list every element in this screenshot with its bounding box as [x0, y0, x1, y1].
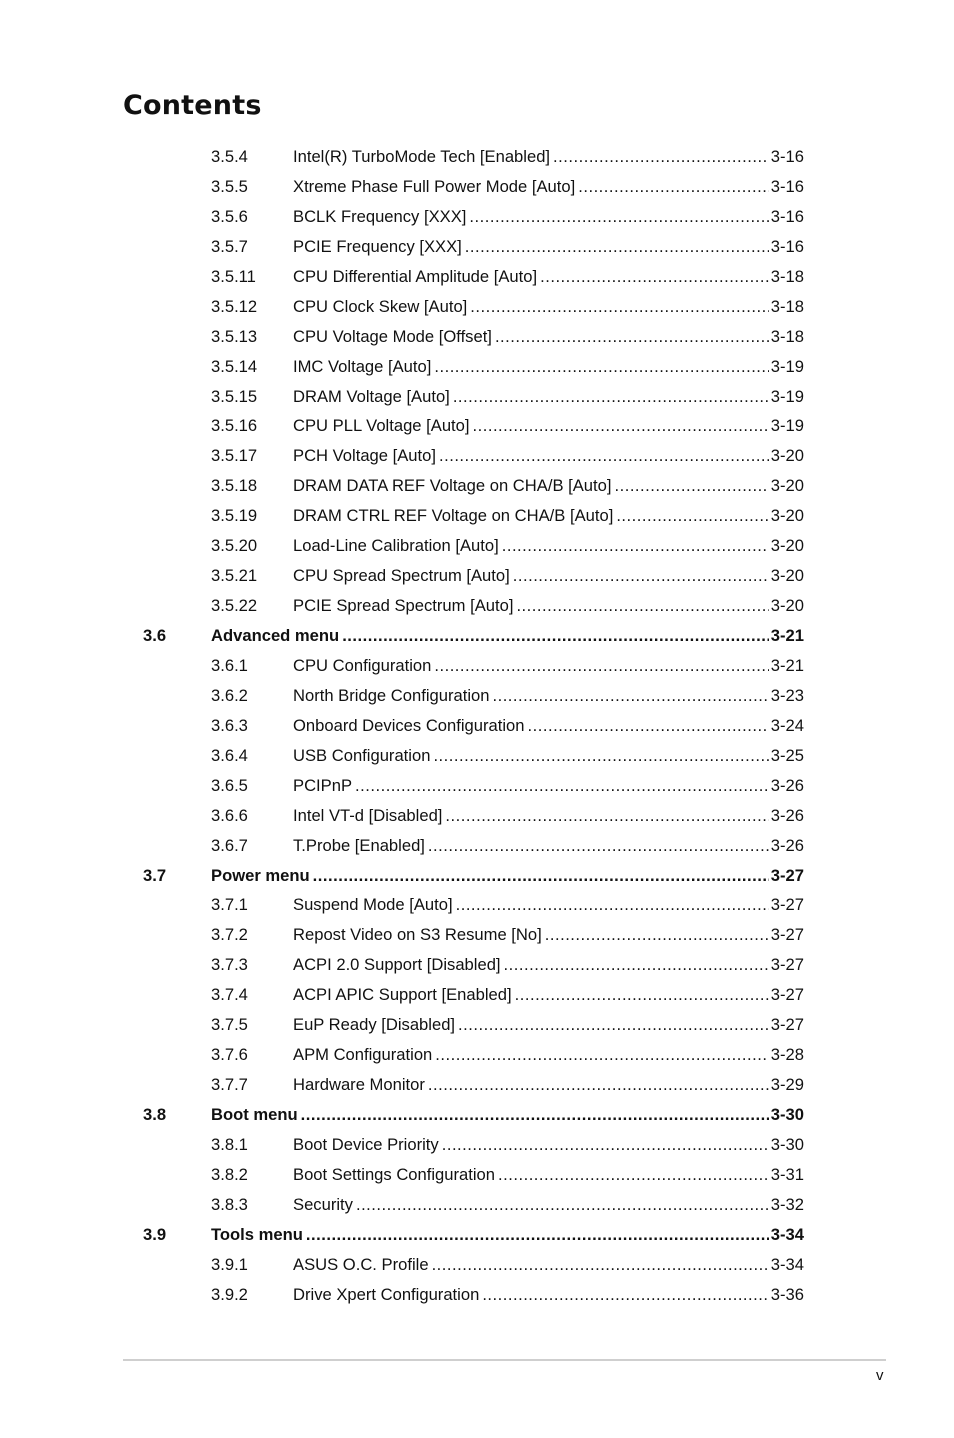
- toc-entry-line: [293, 142, 804, 172]
- toc-entry[interactable]: [0, 1130, 954, 1160]
- toc-entry-line: [293, 890, 804, 920]
- dot-leader: [428, 1070, 769, 1100]
- toc-entry-page: 3-16: [770, 206, 804, 226]
- toc-entry-number: 3.6.5: [211, 775, 248, 795]
- toc-entry-number: 3.7.1: [211, 895, 248, 915]
- toc-entry-number: 3.6: [143, 626, 167, 645]
- toc-entry[interactable]: [0, 441, 954, 471]
- toc-entry-number: 3.7.3: [211, 955, 248, 975]
- dot-leader: [342, 621, 769, 651]
- toc-entry-line: [211, 861, 804, 891]
- toc-entry-page: 3-21: [770, 626, 804, 645]
- toc-entry-line: [293, 651, 804, 681]
- dot-leader: [301, 1100, 769, 1130]
- toc-entry-number: 3.6.1: [211, 655, 248, 675]
- toc-entry-page: 3-30: [770, 1105, 804, 1124]
- toc-entry-number: 3.8.1: [211, 1134, 248, 1154]
- toc-entry-number: 3.7: [143, 865, 167, 885]
- dot-leader: [442, 1130, 769, 1160]
- toc-entry-line: [293, 382, 804, 412]
- toc-entry-number: 3.7.7: [211, 1075, 248, 1095]
- toc-entry[interactable]: [0, 741, 954, 771]
- toc-entry-title: PCIE Frequency [XXX]: [293, 236, 462, 256]
- toc-entry-line: [293, 471, 804, 501]
- dot-leader: [445, 801, 768, 831]
- toc-entry[interactable]: [0, 531, 954, 561]
- toc-entry-page: 3-32: [770, 1194, 804, 1214]
- toc-entry-number: 3.5.12: [211, 296, 258, 316]
- toc-entry[interactable]: [0, 1040, 954, 1070]
- toc-entry[interactable]: [0, 1160, 954, 1190]
- toc-entry[interactable]: [0, 920, 954, 950]
- toc-entry-page: 3-18: [770, 326, 804, 346]
- toc-entry[interactable]: [0, 172, 954, 202]
- dot-leader: [433, 741, 768, 771]
- toc-entry-line: [293, 411, 804, 441]
- toc-entry[interactable]: [0, 232, 954, 262]
- toc-entry-page: 3-18: [770, 296, 804, 316]
- dot-leader: [614, 471, 768, 501]
- toc-entry-page: 3-23: [770, 685, 804, 705]
- page-title: Contents: [123, 90, 262, 121]
- toc-entry[interactable]: [0, 471, 954, 501]
- toc-entry[interactable]: [0, 651, 954, 681]
- toc-entry-title: Xtreme Phase Full Power Mode [Auto]: [293, 176, 576, 196]
- toc-entry-number: 3.5.14: [211, 356, 258, 376]
- toc-entry-title: CPU Configuration: [293, 655, 432, 675]
- toc-entry-title: Intel VT-d [Disabled]: [293, 805, 443, 825]
- toc-entry-title: DRAM CTRL REF Voltage on CHA/B [Auto]: [293, 506, 614, 526]
- toc-entry[interactable]: [0, 1250, 954, 1280]
- toc-entry[interactable]: [0, 980, 954, 1010]
- toc-entry-title: Power menu: [211, 865, 310, 885]
- toc-entry-page: 3-29: [770, 1075, 804, 1095]
- toc-entry[interactable]: [0, 771, 954, 801]
- toc-section-entry[interactable]: [0, 621, 954, 651]
- toc-entry-page: 3-20: [770, 476, 804, 496]
- toc-entry-title: IMC Voltage [Auto]: [293, 356, 432, 376]
- toc-entry-line: [293, 980, 804, 1010]
- toc-entry[interactable]: [0, 831, 954, 861]
- toc-entry[interactable]: [0, 411, 954, 441]
- toc-entry-page: 3-25: [770, 745, 804, 765]
- dot-leader: [482, 1280, 768, 1310]
- toc-entry-page: 3-27: [770, 985, 804, 1005]
- toc-entry-number: 3.9.1: [211, 1254, 248, 1274]
- toc-entry-number: 3.9: [143, 1224, 167, 1244]
- toc-entry-line: [293, 681, 804, 711]
- toc-entry-line: [293, 591, 804, 621]
- toc-entry-number: 3.5.11: [211, 266, 256, 286]
- toc-entry-page: 3-18: [770, 266, 804, 286]
- dot-leader: [492, 681, 768, 711]
- toc-entry-number: 3.6.3: [211, 715, 248, 735]
- toc-entry-title: Boot Device Priority: [293, 1134, 439, 1154]
- toc-entry-title: Suspend Mode [Auto]: [293, 895, 453, 915]
- toc-entry-line: [293, 1250, 804, 1280]
- toc-entry-page: 3-20: [770, 506, 804, 526]
- toc-entry-page: 3-21: [770, 655, 804, 675]
- toc-entry-number: 3.5.18: [211, 476, 258, 496]
- toc-entry[interactable]: [0, 352, 954, 382]
- dot-leader: [428, 831, 769, 861]
- toc-entry-line: [211, 1220, 804, 1250]
- toc-entry[interactable]: [0, 711, 954, 741]
- toc-entry-page: 3-19: [770, 386, 804, 406]
- toc-entry-title: Onboard Devices Configuration: [293, 715, 525, 735]
- toc-entry-page: 3-26: [770, 805, 804, 825]
- toc-entry-number: 3.5.22: [211, 596, 258, 616]
- toc-entry-number: 3.7.4: [211, 985, 248, 1005]
- toc-entry-title: CPU Voltage Mode [Offset]: [293, 326, 492, 346]
- dot-leader: [306, 1220, 769, 1250]
- toc-entry-line: [293, 531, 804, 561]
- toc-entry-title: Boot menu: [211, 1105, 298, 1124]
- toc-entry-number: 3.6.2: [211, 685, 248, 705]
- toc-entry-page: 3-16: [770, 147, 804, 166]
- dot-leader: [356, 1190, 769, 1220]
- toc-entry-page: 3-36: [770, 1284, 804, 1304]
- toc-entry-page: 3-26: [770, 775, 804, 795]
- toc-entry-number: 3.6.7: [211, 835, 248, 855]
- toc-section-entry[interactable]: [0, 861, 954, 891]
- toc-entry-title: CPU PLL Voltage [Auto]: [293, 416, 470, 436]
- toc-entry-number: 3.5.5: [211, 176, 248, 196]
- toc-entry[interactable]: [0, 501, 954, 531]
- toc-entry-title: Load-Line Calibration [Auto]: [293, 536, 499, 556]
- toc-entry-title: USB Configuration: [293, 745, 431, 765]
- dot-leader: [469, 202, 768, 232]
- dot-leader: [504, 950, 769, 980]
- toc-entry-number: 3.6.4: [211, 745, 248, 765]
- toc-entry-line: [293, 831, 804, 861]
- dot-leader: [578, 172, 769, 202]
- toc-entry-title: CPU Clock Skew [Auto]: [293, 296, 468, 316]
- toc-entry-page: 3-20: [770, 536, 804, 556]
- toc-section-entry[interactable]: [0, 1100, 954, 1130]
- toc-entry-line: [293, 352, 804, 382]
- toc-entry-number: 3.5.16: [211, 416, 258, 436]
- toc-entry-number: 3.5.13: [211, 326, 258, 346]
- toc-entry-number: 3.8.2: [211, 1164, 248, 1184]
- toc-entry-line: [293, 262, 804, 292]
- toc-entry-line: [293, 501, 804, 531]
- toc-entry-page: 3-24: [770, 715, 804, 735]
- toc-entry-page: 3-28: [770, 1045, 804, 1065]
- dot-leader: [355, 771, 769, 801]
- toc-entry-page: 3-27: [770, 955, 804, 975]
- dot-leader: [432, 1250, 769, 1280]
- toc-entry-line: [293, 232, 804, 262]
- dot-leader: [540, 262, 769, 292]
- toc-entry-page: 3-34: [770, 1224, 804, 1244]
- toc-entry-page: 3-34: [770, 1254, 804, 1274]
- toc-entry-title: PCIPnP: [293, 775, 353, 795]
- table-of-contents: [0, 142, 954, 1310]
- toc-entry-number: 3.6.6: [211, 805, 248, 825]
- toc-entry-line: [293, 561, 804, 591]
- toc-entry-line: [293, 1190, 804, 1220]
- toc-entry[interactable]: [0, 262, 954, 292]
- toc-entry-number: 3.5.7: [211, 236, 248, 256]
- toc-entry-number: 3.5.21: [211, 566, 258, 586]
- dot-leader: [439, 441, 769, 471]
- toc-entry[interactable]: [0, 322, 954, 352]
- toc-entry-line: [293, 801, 804, 831]
- toc-entry-title: Hardware Monitor: [293, 1075, 425, 1095]
- toc-entry-title: CPU Differential Amplitude [Auto]: [293, 266, 538, 286]
- toc-entry-page: 3-31: [770, 1164, 804, 1184]
- dot-leader: [545, 920, 769, 950]
- toc-entry-number: 3.8.3: [211, 1194, 248, 1214]
- toc-entry-line: [293, 1040, 804, 1070]
- toc-entry-page: 3-27: [770, 895, 804, 915]
- toc-entry[interactable]: [0, 681, 954, 711]
- dot-leader: [502, 531, 769, 561]
- toc-entry-line: [293, 920, 804, 950]
- toc-entry-line: [211, 1100, 804, 1130]
- toc-entry-page: 3-26: [770, 835, 804, 855]
- toc-entry-title: ASUS O.C. Profile: [293, 1254, 429, 1274]
- dot-leader: [515, 980, 769, 1010]
- toc-entry-number: 3.5.15: [211, 386, 258, 406]
- toc-entry-title: DRAM Voltage [Auto]: [293, 386, 450, 406]
- toc-entry-number: 3.7.5: [211, 1015, 248, 1035]
- toc-entry[interactable]: [0, 561, 954, 591]
- toc-entry-title: Security: [293, 1194, 353, 1214]
- toc-entry-line: [293, 950, 804, 980]
- dot-leader: [470, 292, 768, 322]
- toc-entry-page: 3-19: [770, 356, 804, 376]
- toc-entry-title: Boot Settings Configuration: [293, 1164, 496, 1184]
- page-number: v: [876, 1367, 884, 1384]
- dot-leader: [528, 711, 769, 741]
- toc-entry-title: Intel(R) TurboMode Tech [Enabled]: [293, 147, 551, 166]
- toc-entry-title: BCLK Frequency [XXX]: [293, 206, 467, 226]
- toc-entry-page: 3-16: [770, 236, 804, 256]
- toc-entry-number: 3.5.17: [211, 446, 258, 466]
- toc-entry[interactable]: [0, 950, 954, 980]
- toc-entry-page: 3-20: [770, 446, 804, 466]
- toc-entry-number: 3.5.4: [211, 147, 248, 166]
- toc-entry[interactable]: [0, 591, 954, 621]
- toc-entry-line: [293, 441, 804, 471]
- toc-entry[interactable]: [0, 292, 954, 322]
- toc-entry-number: 3.5.20: [211, 536, 258, 556]
- toc-entry-page: 3-27: [770, 1015, 804, 1035]
- toc-entry-title: ACPI APIC Support [Enabled]: [293, 985, 512, 1005]
- toc-entry-line: [293, 711, 804, 741]
- dot-leader: [465, 232, 769, 262]
- toc-entry-line: [293, 741, 804, 771]
- toc-entry-title: North Bridge Configuration: [293, 685, 490, 705]
- toc-entry-title: EuP Ready [Disabled]: [293, 1015, 456, 1035]
- toc-entry-line: [293, 202, 804, 232]
- toc-entry[interactable]: [0, 1190, 954, 1220]
- toc-section-entry[interactable]: [0, 1220, 954, 1250]
- toc-entry-line: [293, 322, 804, 352]
- dot-leader: [516, 591, 768, 621]
- toc-entry-title: PCIE Spread Spectrum [Auto]: [293, 596, 514, 616]
- toc-entry-page: 3-27: [770, 925, 804, 945]
- dot-leader: [313, 861, 769, 891]
- toc-entry[interactable]: [0, 1070, 954, 1100]
- toc-entry-line: [211, 621, 804, 651]
- toc-entry[interactable]: [0, 202, 954, 232]
- toc-entry-line: [293, 1010, 804, 1040]
- dot-leader: [458, 1010, 769, 1040]
- toc-entry-number: 3.7.6: [211, 1045, 248, 1065]
- toc-entry-title: PCH Voltage [Auto]: [293, 446, 436, 466]
- toc-entry[interactable]: [0, 1280, 954, 1310]
- toc-entry-title: CPU Spread Spectrum [Auto]: [293, 566, 510, 586]
- toc-entry[interactable]: [0, 801, 954, 831]
- toc-entry-page: 3-20: [770, 596, 804, 616]
- toc-entry-line: [293, 1130, 804, 1160]
- toc-entry-number: 3.8: [143, 1105, 167, 1124]
- toc-entry-title: Repost Video on S3 Resume [No]: [293, 925, 542, 945]
- toc-entry-title: DRAM DATA REF Voltage on CHA/B [Auto]: [293, 476, 612, 496]
- dot-leader: [434, 352, 768, 382]
- toc-entry-number: 3.5.19: [211, 506, 258, 526]
- footer-divider: [123, 1359, 886, 1361]
- dot-leader: [553, 142, 769, 172]
- toc-entry[interactable]: [0, 1010, 954, 1040]
- dot-leader: [513, 561, 769, 591]
- dot-leader: [498, 1160, 769, 1190]
- toc-entry-title: Drive Xpert Configuration: [293, 1284, 480, 1304]
- toc-entry-line: [293, 172, 804, 202]
- dot-leader: [473, 411, 769, 441]
- dot-leader: [616, 501, 768, 531]
- toc-entry-page: 3-19: [770, 416, 804, 436]
- toc-entry-line: [293, 771, 804, 801]
- toc-entry-title: T.Probe [Enabled]: [293, 835, 425, 855]
- toc-entry-line: [293, 1070, 804, 1100]
- toc-entry-title: ACPI 2.0 Support [Disabled]: [293, 955, 501, 975]
- toc-entry-page: 3-30: [770, 1134, 804, 1154]
- toc-entry-title: APM Configuration: [293, 1045, 433, 1065]
- toc-entry[interactable]: [0, 890, 954, 920]
- toc-entry-line: [293, 1160, 804, 1190]
- toc-entry-page: 3-16: [770, 176, 804, 196]
- toc-entry-page: 3-20: [770, 566, 804, 586]
- toc-entry-number: 3.5.6: [211, 206, 248, 226]
- toc-entry-title: Tools menu: [211, 1224, 303, 1244]
- toc-entry-line: [293, 292, 804, 322]
- toc-entry-number: 3.9.2: [211, 1284, 248, 1304]
- toc-entry-number: 3.7.2: [211, 925, 248, 945]
- dot-leader: [456, 890, 769, 920]
- toc-entry-title: Advanced menu: [211, 626, 340, 645]
- toc-entry[interactable]: [0, 142, 954, 172]
- dot-leader: [434, 651, 768, 681]
- toc-entry-page: 3-27: [770, 865, 804, 885]
- dot-leader: [435, 1040, 769, 1070]
- toc-entry[interactable]: [0, 382, 954, 412]
- toc-entry-line: [293, 1280, 804, 1310]
- dot-leader: [453, 382, 769, 412]
- dot-leader: [495, 322, 769, 352]
